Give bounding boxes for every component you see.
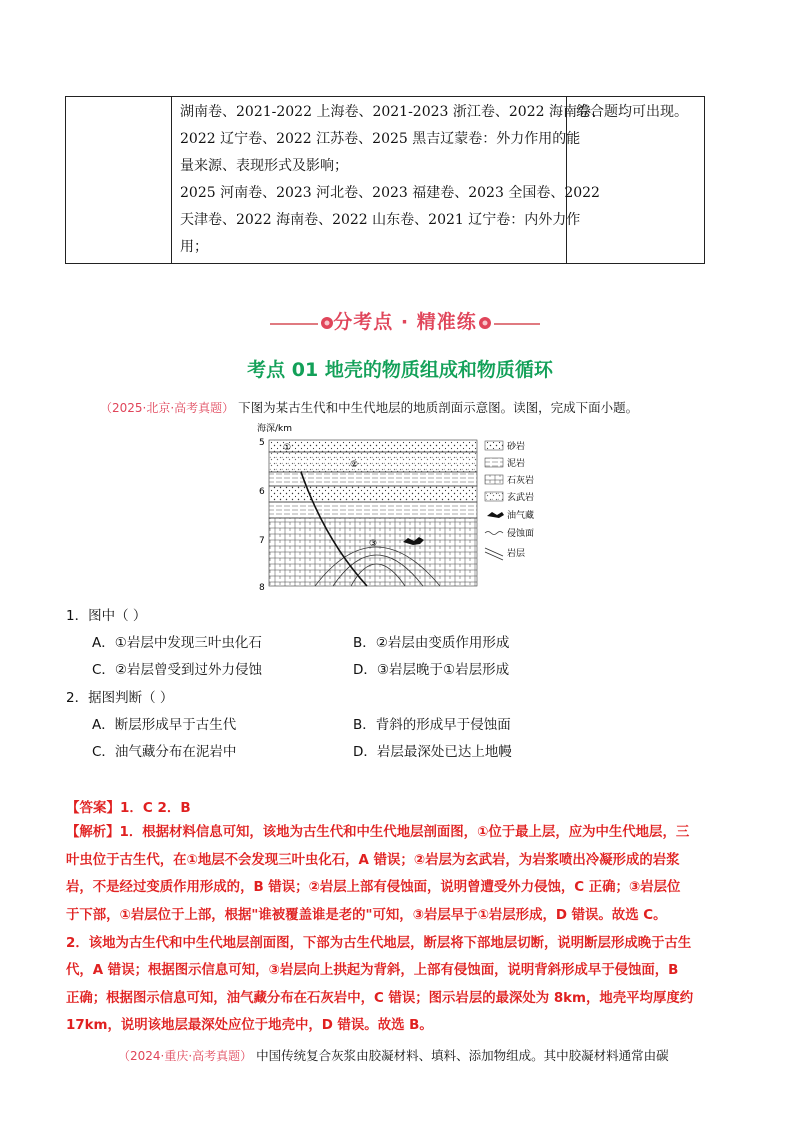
legend [485, 440, 534, 560]
geologic-section-figure [255, 420, 555, 592]
explanation-line: 【解析】1．根据材料信息可知，该地为古生代和中生代地层剖面图，①位于最上层，应为中生代地层，三 [66, 825, 690, 840]
question-source: （2025·北京·高考真题） [100, 401, 235, 415]
legend-item: 砂岩 [507, 442, 526, 452]
option-1b: B．②岩层由变质作用形成 [353, 635, 510, 651]
legend-item: 油气藏 [507, 511, 535, 521]
question-intro [100, 398, 740, 416]
tick-label: 5 [259, 438, 265, 448]
table-col-2 [172, 97, 605, 263]
tick-label: 7 [259, 536, 265, 546]
answer-line: 【答案】1．C 2．B [66, 800, 191, 816]
legend-item: 玄武岩 [507, 493, 535, 503]
question-intro-text: 下图为某古生代和中生代地层的地质剖面示意图。读图，完成下面小题。 [238, 400, 639, 415]
summary-table [65, 96, 705, 264]
explanation-line: 17km，说明该地层最深处应位于地壳中，D 错误。故选 B。 [66, 1018, 433, 1033]
section-banner [270, 307, 540, 335]
tick-label: 6 [259, 487, 265, 497]
y-axis-label: 海深/km [257, 424, 293, 434]
option-1a: A．①岩层中发现三叶虫化石 [92, 635, 262, 651]
legend-item: 石灰岩 [507, 476, 535, 486]
option-2a: A．断层形成早于古生代 [92, 717, 237, 733]
legend-item: 岩层 [507, 549, 526, 559]
option-1c: C．②岩层曾受到过外力侵蚀 [92, 662, 263, 678]
flower-icon [478, 316, 492, 330]
section-title: 考点 01 地壳的物质组成和物质循环 [247, 359, 553, 381]
table-col-1 [66, 97, 172, 263]
next-question-intro [118, 1046, 669, 1064]
table-col-3: 综合题均可出现。 [576, 104, 688, 120]
layer-label: ① [283, 443, 292, 453]
table-line: 2025 河南卷、2023 河北卷、2023 福建卷、2023 全国卷、2022 [180, 185, 600, 201]
strata [269, 440, 477, 586]
question-source: （2024·重庆·高考真题） [118, 1049, 253, 1063]
question-2-stem: 2．据图判断（ ） [66, 690, 174, 706]
legend-item: 侵蚀面 [507, 529, 535, 539]
table-line: 2022 辽宁卷、2022 江苏卷、2025 黑吉辽蒙卷：外力作用的能 [180, 131, 581, 147]
explanation-line: 岩，不是经过变质作用形成的，B 错误；②岩层上部有侵蚀面，说明曾遭受外力侵蚀，C 正确；③岩层位 [66, 880, 681, 895]
banner-text: 分考点 · 精准练 [333, 311, 477, 333]
legend-item: 泥岩 [507, 459, 526, 469]
explanation-line: 叶虫位于古生代，在①地层不会发现三叶虫化石，A 错误；②岩层为玄武岩，为岩浆喷出冷凝形成的岩浆 [66, 853, 680, 868]
tick-label: 8 [259, 583, 265, 592]
next-question-text: 中国传统复合灰浆由胶凝材料、填料、添加物组成。其中胶凝材料通常由碳 [256, 1048, 669, 1063]
option-1d: D．③岩层晚于①岩层形成 [353, 662, 510, 678]
table-line: 湖南卷、2021-2022 上海卷、2021-2023 浙江卷、2022 海南卷、 [180, 104, 605, 120]
table-line: 天津卷、2022 海南卷、2022 山东卷、2021 辽宁卷：内外力作 [180, 212, 581, 228]
option-2b: B．背斜的形成早于侵蚀面 [353, 717, 511, 733]
option-2c: C．油气藏分布在泥岩中 [92, 744, 237, 760]
layer-label: ③ [369, 539, 378, 549]
explanation-line: 2．该地为古生代和中生代地层剖面图，下部为古生代地层，断层将下部地层切断，说明断层形成晚于古生 [66, 936, 692, 951]
layer-label: ② [350, 460, 359, 470]
table-line: 用； [180, 239, 208, 255]
table-line: 量来源、表现形式及影响； [180, 158, 348, 174]
option-2d: D．岩层最深处已达上地幔 [353, 744, 512, 760]
question-1-stem: 1．图中（ ） [66, 608, 147, 624]
banner-line-right [494, 323, 540, 325]
explanation-line: 代，A 错误；根据图示信息可知，③岩层向上拱起为背斜，上部有侵蚀面，说明背斜形成早于侵蚀面，B [66, 963, 679, 978]
explanation-line: 于下部，①岩层位于上部，根据"谁被覆盖谁是老的"可知，③岩层早于①岩层形成，D 错误。故选 C。 [66, 908, 667, 923]
explanation-line: 正确；根据图示信息可知，油气藏分布在石灰岩中，C 错误；图示岩层的最深处为 8km，地壳平均厚度约 [66, 991, 694, 1006]
